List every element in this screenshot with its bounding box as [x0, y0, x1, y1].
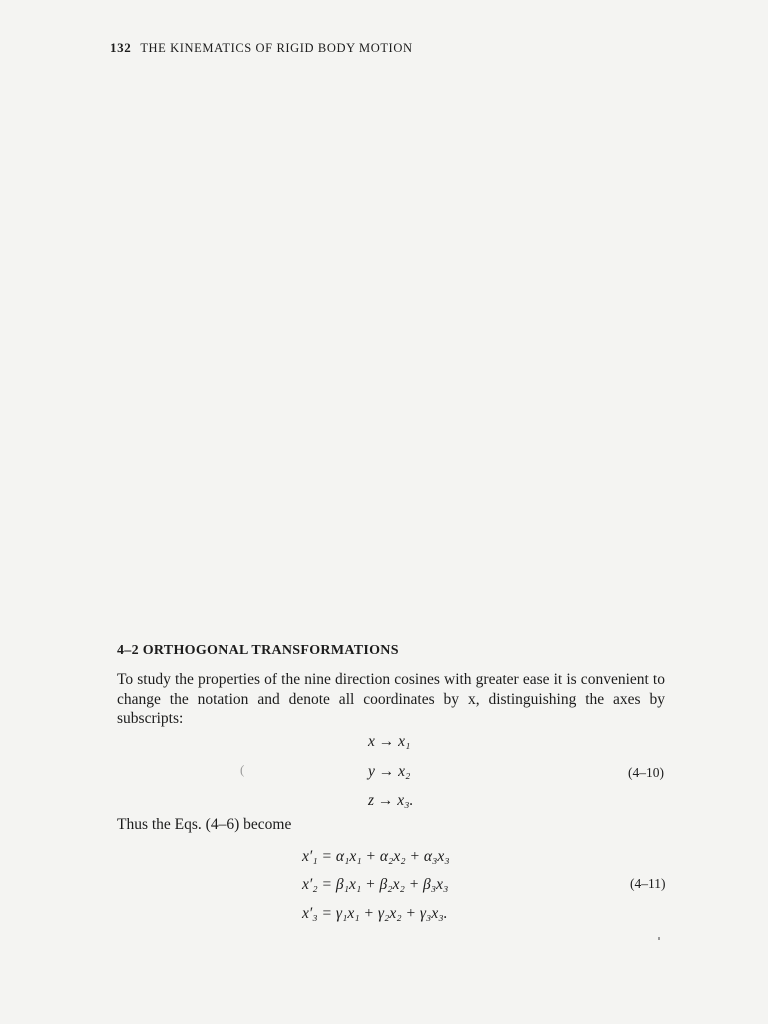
section-title: 4–2 ORTHOGONAL TRANSFORMATIONS [117, 643, 399, 658]
equation-4-10-line-3: z → x₃. [368, 792, 414, 809]
equation-4-11-line-1: x′₁ = α₁x₁ + α₂x₂ + α₃x₃ [302, 848, 450, 865]
running-header [110, 40, 413, 56]
running-title: THE KINEMATICS OF RIGID BODY MOTION [140, 41, 413, 55]
page-number: 132 [110, 40, 132, 55]
stray-mark: ( [240, 762, 245, 777]
body-paragraph [117, 670, 665, 729]
paragraph-text: To study the properties of the nine direction cosines with greater ease it is convenient to change the notation and denote all coordinates by x, distinguishing the axes by subscripts: [117, 671, 665, 727]
scan-speck [658, 937, 660, 940]
equation-4-10-line-1: x → x₁ [368, 733, 411, 750]
transition-text: Thus the Eqs. (4–6) become [117, 816, 292, 833]
equation-4-11-line-3: x′₃ = γ₁x₁ + γ₂x₂ + γ₃x₃. [302, 905, 448, 922]
equation-number-4-11: (4–11) [630, 876, 666, 891]
equation-4-10-line-2: y → x₂ [368, 763, 411, 780]
equation-number-4-10: (4–10) [628, 765, 664, 780]
equation-4-11-line-2: x′₂ = β₁x₁ + β₂x₂ + β₃x₃ [302, 876, 449, 893]
